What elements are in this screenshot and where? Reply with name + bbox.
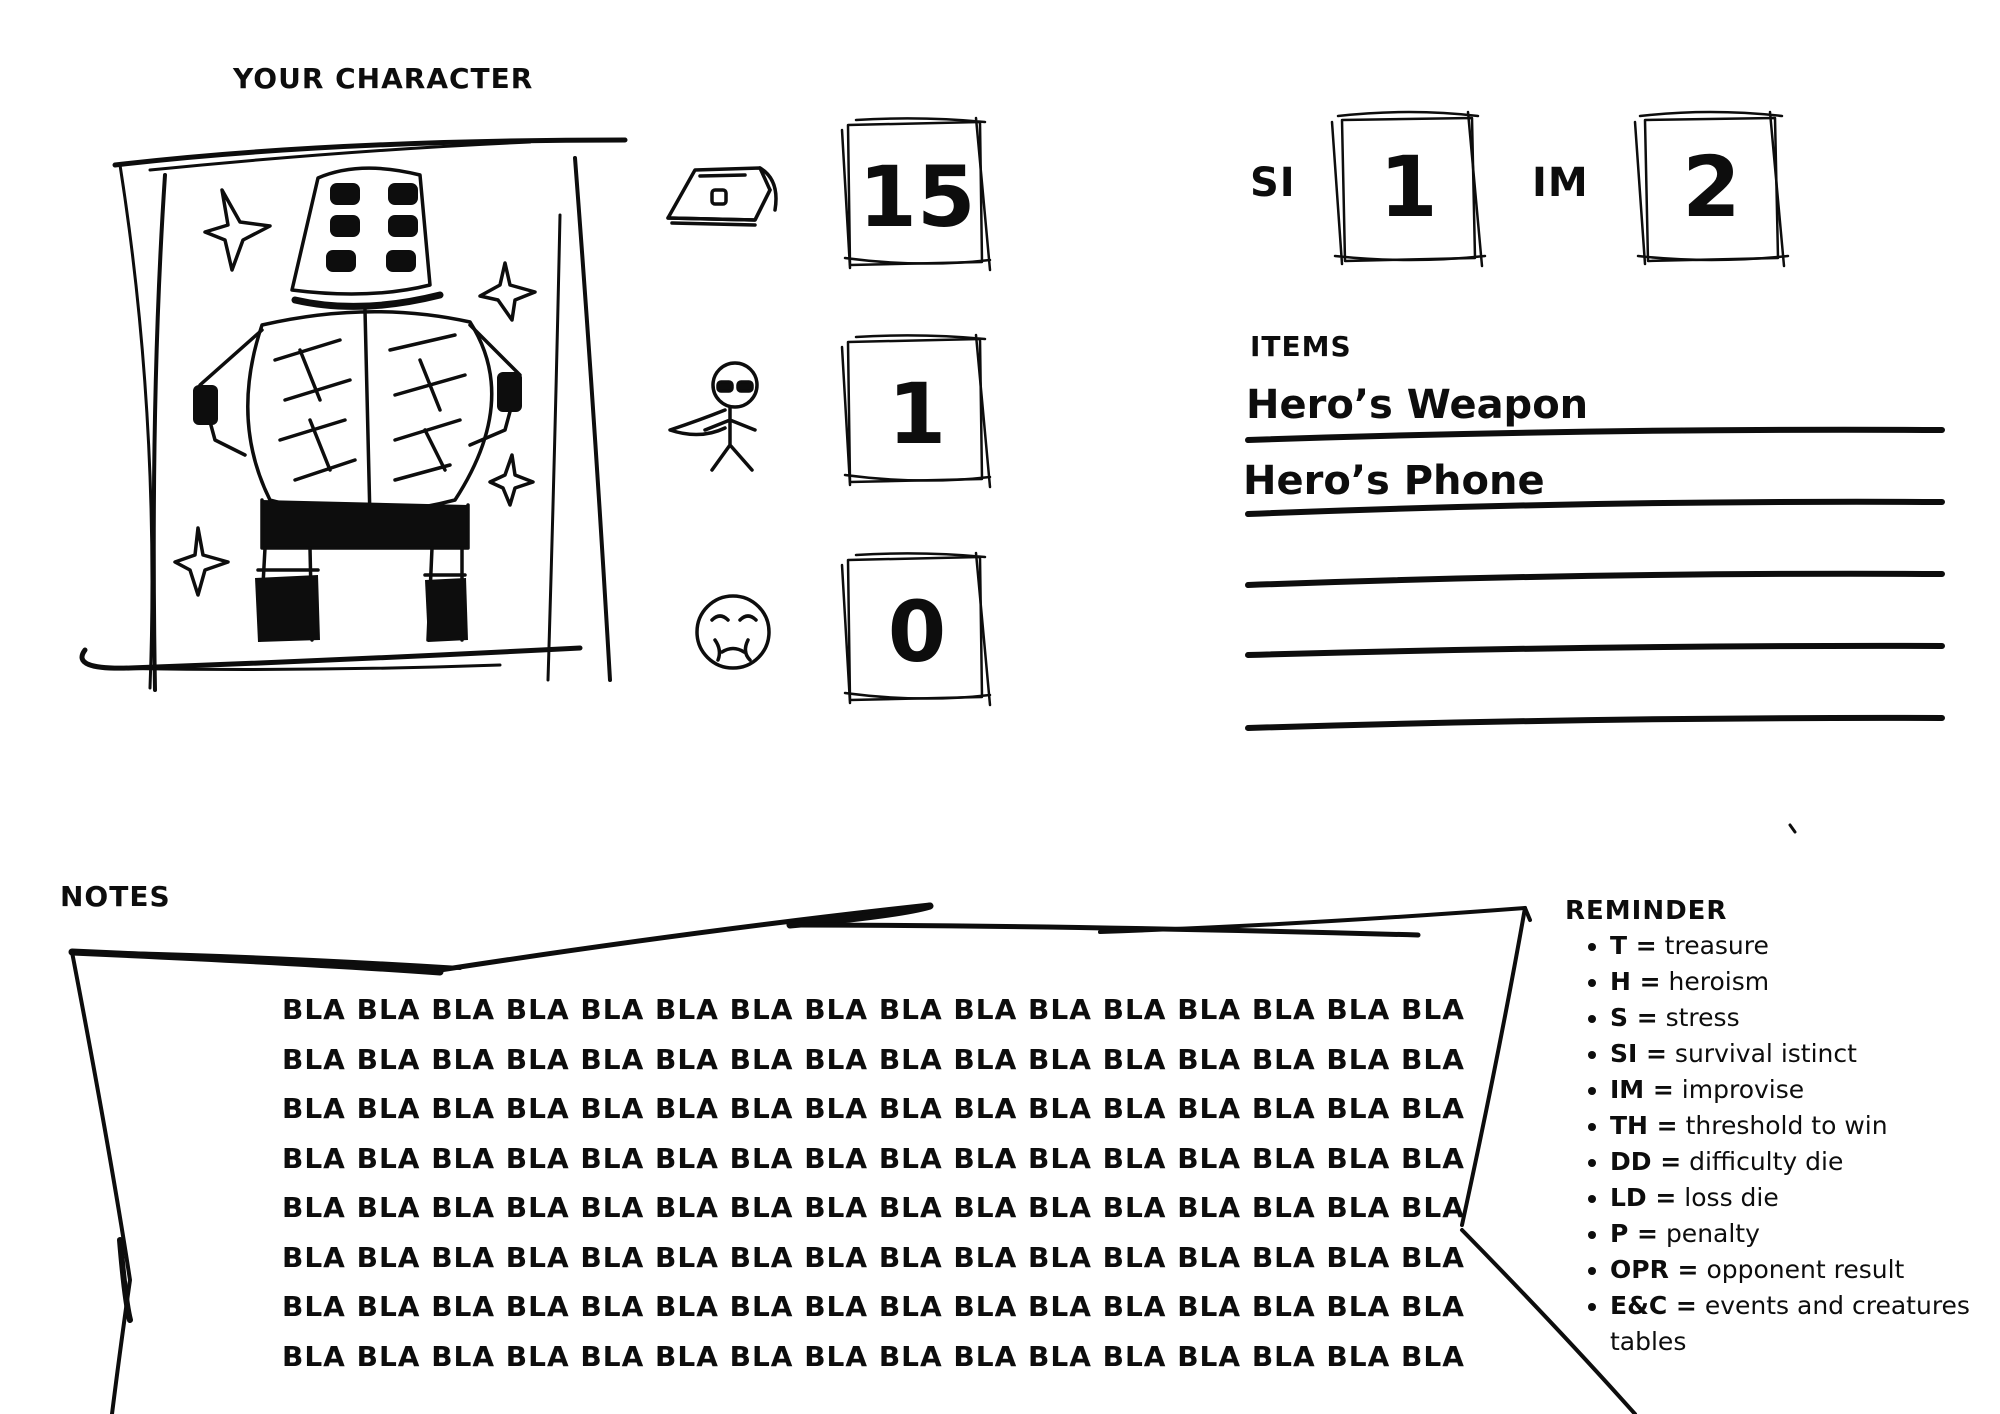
reminder-item bbox=[1610, 1072, 2000, 1108]
reminder-meaning: loss die bbox=[1684, 1183, 1779, 1212]
reminder-item bbox=[1610, 1000, 2000, 1036]
si-value[interactable]: 1 bbox=[1379, 138, 1438, 236]
reminder-item bbox=[1610, 1108, 2000, 1144]
reminder-meaning: improvise bbox=[1681, 1075, 1805, 1104]
reminder-abbr: H = bbox=[1610, 967, 1661, 996]
reminder-item bbox=[1610, 1252, 2000, 1288]
notes-line: BLA BLA BLA BLA BLA BLA BLA BLA BLA BLA BLA BLA BLA BLA BLA BLA bbox=[282, 1290, 1465, 1323]
reminder-abbr: LD = bbox=[1610, 1183, 1677, 1212]
reminder-abbr: IM = bbox=[1610, 1075, 1674, 1104]
reminder-abbr: DD = bbox=[1610, 1147, 1682, 1176]
reminder-meaning: events and creatures tables bbox=[1610, 1291, 1970, 1356]
reminder-abbr: S = bbox=[1610, 1003, 1658, 1032]
stray-mark bbox=[1790, 825, 1795, 832]
im-label: IM bbox=[1532, 160, 1589, 206]
reminder-item bbox=[1610, 928, 2000, 964]
notes-line: BLA BLA BLA BLA BLA BLA BLA BLA BLA BLA BLA BLA BLA BLA BLA BLA bbox=[282, 1092, 1465, 1125]
stress-value[interactable]: 0 bbox=[887, 583, 947, 681]
reminder-item bbox=[1610, 1216, 2000, 1252]
reminder-meaning: heroism bbox=[1668, 967, 1770, 996]
character-frame bbox=[82, 140, 625, 690]
si-label: SI bbox=[1250, 160, 1296, 206]
notes-heading: NOTES bbox=[60, 880, 171, 913]
hero-stickman-icon bbox=[670, 363, 757, 470]
character-heading: YOUR CHARACTER bbox=[233, 62, 534, 95]
notes-line: BLA BLA BLA BLA BLA BLA BLA BLA BLA BLA BLA BLA BLA BLA BLA BLA bbox=[282, 1191, 1465, 1224]
treasure-chest-icon bbox=[668, 168, 776, 225]
reminder-heading: REMINDER bbox=[1565, 896, 1728, 926]
reminder-meaning: threshold to win bbox=[1685, 1111, 1888, 1140]
reminder-abbr: T = bbox=[1610, 931, 1657, 960]
reminder-abbr: E&C = bbox=[1610, 1291, 1697, 1320]
reminder-list bbox=[1580, 928, 2000, 1360]
reminder-meaning: stress bbox=[1665, 1003, 1740, 1032]
notes-line: BLA BLA BLA BLA BLA BLA BLA BLA BLA BLA BLA BLA BLA BLA BLA BLA bbox=[282, 1240, 1465, 1274]
reminder-meaning: opponent result bbox=[1706, 1255, 1905, 1284]
reminder-abbr: P = bbox=[1610, 1219, 1658, 1248]
reminder-meaning: survival istinct bbox=[1674, 1039, 1857, 1068]
reminder-item bbox=[1610, 964, 2000, 1000]
reminder-abbr: OPR = bbox=[1610, 1255, 1699, 1284]
notes-line: BLA BLA BLA BLA BLA BLA BLA BLA BLA BLA BLA BLA BLA BLA BLA BLA bbox=[282, 1042, 1465, 1076]
character-drawing-icon bbox=[175, 168, 535, 642]
stressed-face-icon bbox=[697, 596, 769, 668]
notes-line: BLA BLA BLA BLA BLA BLA BLA BLA BLA BLA BLA BLA BLA BLA BLA BLA bbox=[282, 1339, 1465, 1373]
treasure-value[interactable]: 15 bbox=[858, 148, 976, 246]
item-2[interactable]: Hero’s Phone bbox=[1243, 458, 1545, 504]
reminder-meaning: difficulty die bbox=[1689, 1147, 1844, 1176]
items-heading: ITEMS bbox=[1250, 330, 1352, 363]
reminder-meaning: treasure bbox=[1664, 931, 1769, 960]
reminder-abbr: SI = bbox=[1610, 1039, 1667, 1068]
notes-body[interactable] bbox=[282, 985, 1465, 1381]
heroism-value[interactable]: 1 bbox=[887, 365, 947, 463]
reminder-meaning: penalty bbox=[1665, 1219, 1760, 1248]
reminder-abbr: TH = bbox=[1610, 1111, 1678, 1140]
reminder-item bbox=[1610, 1288, 2000, 1360]
reminder-item bbox=[1610, 1180, 2000, 1216]
item-1[interactable]: Hero’s Weapon bbox=[1246, 382, 1589, 428]
notes-line: BLA BLA BLA BLA BLA BLA BLA BLA BLA BLA BLA BLA BLA BLA BLA BLA bbox=[282, 1141, 1465, 1175]
reminder-item bbox=[1610, 1144, 2000, 1180]
im-value[interactable]: 2 bbox=[1682, 138, 1741, 236]
notes-line: BLA BLA BLA BLA BLA BLA BLA BLA BLA BLA BLA BLA BLA BLA BLA BLA bbox=[282, 993, 1465, 1026]
reminder-item bbox=[1610, 1036, 2000, 1072]
